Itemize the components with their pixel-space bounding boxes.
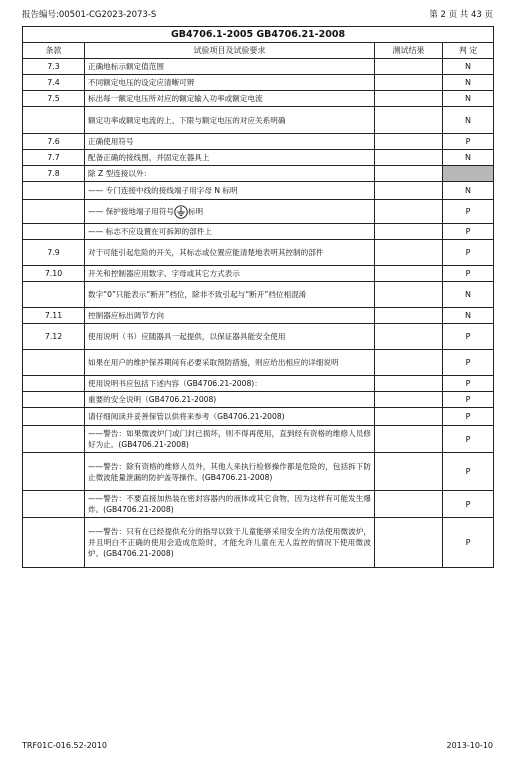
result-cell xyxy=(375,91,443,107)
clause-cell: 7.7 xyxy=(23,150,85,166)
verdict-cell: P xyxy=(443,518,494,568)
requirement-cell: —— 标志不应设置在可拆卸的部件上 xyxy=(85,224,375,240)
result-cell xyxy=(375,408,443,426)
clause-cell xyxy=(23,453,85,491)
table-row xyxy=(23,59,494,75)
table-row xyxy=(23,350,494,376)
result-cell xyxy=(375,392,443,408)
table-row xyxy=(23,107,494,134)
column-header-row xyxy=(23,43,494,59)
test-results-table xyxy=(22,26,494,568)
result-cell xyxy=(375,75,443,91)
verdict-cell: P xyxy=(443,240,494,266)
clause-cell: 7.3 xyxy=(23,59,85,75)
requirement-cell: 不同额定电压的设定应清晰可辨 xyxy=(85,75,375,91)
result-cell xyxy=(375,426,443,453)
result-cell xyxy=(375,518,443,568)
result-cell xyxy=(375,282,443,308)
requirement-cell: ——警告：不要直接加热装在密封容器内的液体或其它食物，因为这样有可能发生爆炸。(GB4706.21-2008) xyxy=(85,491,375,518)
clause-cell: 7.6 xyxy=(23,134,85,150)
verdict-cell: P xyxy=(443,200,494,224)
table-row xyxy=(23,453,494,491)
verdict-cell: N xyxy=(443,150,494,166)
table-row xyxy=(23,426,494,453)
table-row xyxy=(23,324,494,350)
requirement-cell: 标出每一额定电压所对应的额定输入功率或额定电流 xyxy=(85,91,375,107)
table-row xyxy=(23,491,494,518)
requirement-cell: —— 专门连接中线的接线端子用字母 N 标明 xyxy=(85,182,375,200)
verdict-cell: P xyxy=(443,408,494,426)
table-row xyxy=(23,282,494,308)
clause-cell xyxy=(23,426,85,453)
result-cell xyxy=(375,134,443,150)
requirement-cell: 配备正确的接线图，并固定在器具上 xyxy=(85,150,375,166)
verdict-cell: N xyxy=(443,107,494,134)
verdict-cell: P xyxy=(443,350,494,376)
clause-cell xyxy=(23,200,85,224)
verdict-cell: N xyxy=(443,75,494,91)
page-footer xyxy=(22,741,493,753)
verdict-cell: P xyxy=(443,224,494,240)
clause-cell xyxy=(23,408,85,426)
verdict-cell: P xyxy=(443,376,494,392)
verdict-cell: N xyxy=(443,182,494,200)
col-header-verdict: 判 定 xyxy=(443,43,494,59)
requirement-text: 标明 xyxy=(187,206,204,216)
table-row xyxy=(23,182,494,200)
clause-cell: 7.10 xyxy=(23,266,85,282)
clause-cell xyxy=(23,182,85,200)
clause-cell xyxy=(23,224,85,240)
standard-title: GB4706.1-2005 GB4706.21-2008 xyxy=(23,27,494,43)
table-row xyxy=(23,166,494,182)
result-cell xyxy=(375,150,443,166)
result-cell xyxy=(375,350,443,376)
verdict-cell: P xyxy=(443,392,494,408)
requirement-cell: 额定功率或额定电流的上、下限与额定电压的对应关系明确 xyxy=(85,107,375,134)
table-row xyxy=(23,91,494,107)
clause-cell xyxy=(23,376,85,392)
col-header-result: 测试结果 xyxy=(375,43,443,59)
result-cell xyxy=(375,491,443,518)
table-row xyxy=(23,266,494,282)
col-header-requirement: 试验项目及试验要求 xyxy=(85,43,375,59)
result-cell xyxy=(375,376,443,392)
requirement-cell: ——警告：如果微波炉门或门封已损坏，则不得再使用，直到经有资格的维修人员修好为止。(GB4706.21-2008) xyxy=(85,426,375,453)
col-header-clause: 条款 xyxy=(23,43,85,59)
clause-cell xyxy=(23,107,85,134)
result-cell xyxy=(375,308,443,324)
requirement-cell: 如果在用户的维护保养期间有必要采取预防措施，则应给出相应的详细说明 xyxy=(85,350,375,376)
requirement-cell: 数字“0”只能表示“断开”档位，除非不致引起与“断开”档位相混淆 xyxy=(85,282,375,308)
clause-cell xyxy=(23,392,85,408)
clause-cell: 7.5 xyxy=(23,91,85,107)
clause-cell: 7.8 xyxy=(23,166,85,182)
table-row xyxy=(23,408,494,426)
table-row xyxy=(23,392,494,408)
clause-cell: 7.4 xyxy=(23,75,85,91)
requirement-cell: 重要的安全说明（GB4706.21-2008) xyxy=(85,392,375,408)
verdict-cell: P xyxy=(443,453,494,491)
table-row xyxy=(23,240,494,266)
table-row xyxy=(23,75,494,91)
result-cell xyxy=(375,166,443,182)
report-number: 报告编号:00501-CG2023-2073-S xyxy=(22,10,157,20)
clause-cell: 7.11 xyxy=(23,308,85,324)
result-cell xyxy=(375,324,443,350)
verdict-cell: N xyxy=(443,59,494,75)
table-row xyxy=(23,308,494,324)
page-info: 第 2 页 共 43 页 xyxy=(429,10,493,20)
verdict-cell: N xyxy=(443,308,494,324)
result-cell xyxy=(375,224,443,240)
table-row xyxy=(23,200,494,224)
verdict-cell: P xyxy=(443,266,494,282)
requirement-cell: 对于可能引起危险的开关，其标志或位置应能清楚地表明其控制的部件 xyxy=(85,240,375,266)
result-cell xyxy=(375,200,443,224)
verdict-cell: P xyxy=(443,491,494,518)
clause-cell xyxy=(23,350,85,376)
requirement-cell: 正确使用符号 xyxy=(85,134,375,150)
requirement-cell: 正确地标示额定值范围 xyxy=(85,59,375,75)
requirement-cell: 请仔细阅读并妥善保管以供将来参考（GB4706.21-2008) xyxy=(85,408,375,426)
table-row xyxy=(23,376,494,392)
requirement-cell: 除 Z 型连接以外： xyxy=(85,166,375,182)
table-row xyxy=(23,150,494,166)
verdict-cell xyxy=(443,166,494,182)
clause-cell: 7.12 xyxy=(23,324,85,350)
verdict-cell: P xyxy=(443,324,494,350)
page-header xyxy=(22,8,493,22)
verdict-cell: N xyxy=(443,91,494,107)
verdict-cell: N xyxy=(443,282,494,308)
result-cell xyxy=(375,59,443,75)
result-cell xyxy=(375,107,443,134)
requirement-cell: ——警告：除有资格的维修人员外，其他人来执行检修操作都是危险的，包括拆下防止微波能量泄漏的防护盖等操作。(GB4706.21-2008) xyxy=(85,453,375,491)
result-cell xyxy=(375,240,443,266)
result-cell xyxy=(375,453,443,491)
standard-title-row xyxy=(23,27,494,43)
requirement-text: —— 保护接地端子用符号 xyxy=(88,206,174,216)
clause-cell: 7.9 xyxy=(23,240,85,266)
verdict-cell: P xyxy=(443,134,494,150)
table-row xyxy=(23,134,494,150)
requirement-cell xyxy=(85,200,375,224)
result-cell xyxy=(375,266,443,282)
ground-symbol-icon xyxy=(174,205,188,219)
report-date: 2013-10-10 xyxy=(446,741,493,750)
requirement-cell: ——警告：只有在已经提供充分的指导以致于儿童能够采用安全的方法使用微波炉，并且明白不正确的使用会造成危险时，才能允许儿童在无人监控的情况下使用微波炉。(GB4706.21-2008) xyxy=(85,518,375,568)
requirement-cell: 控制器应标出调节方向 xyxy=(85,308,375,324)
result-cell xyxy=(375,182,443,200)
requirement-cell: 开关和控制器应用数字、字母或其它方式表示 xyxy=(85,266,375,282)
requirement-cell: 使用说明（书）应随器具一起提供，以保证器具能安全使用 xyxy=(85,324,375,350)
table-row xyxy=(23,224,494,240)
form-number: TRF01C-016.52-2010 xyxy=(22,741,107,750)
clause-cell xyxy=(23,282,85,308)
requirement-cell: 使用说明书应包括下述内容（GB4706.21-2008)： xyxy=(85,376,375,392)
verdict-cell: P xyxy=(443,426,494,453)
clause-cell xyxy=(23,518,85,568)
table-row xyxy=(23,518,494,568)
clause-cell xyxy=(23,491,85,518)
